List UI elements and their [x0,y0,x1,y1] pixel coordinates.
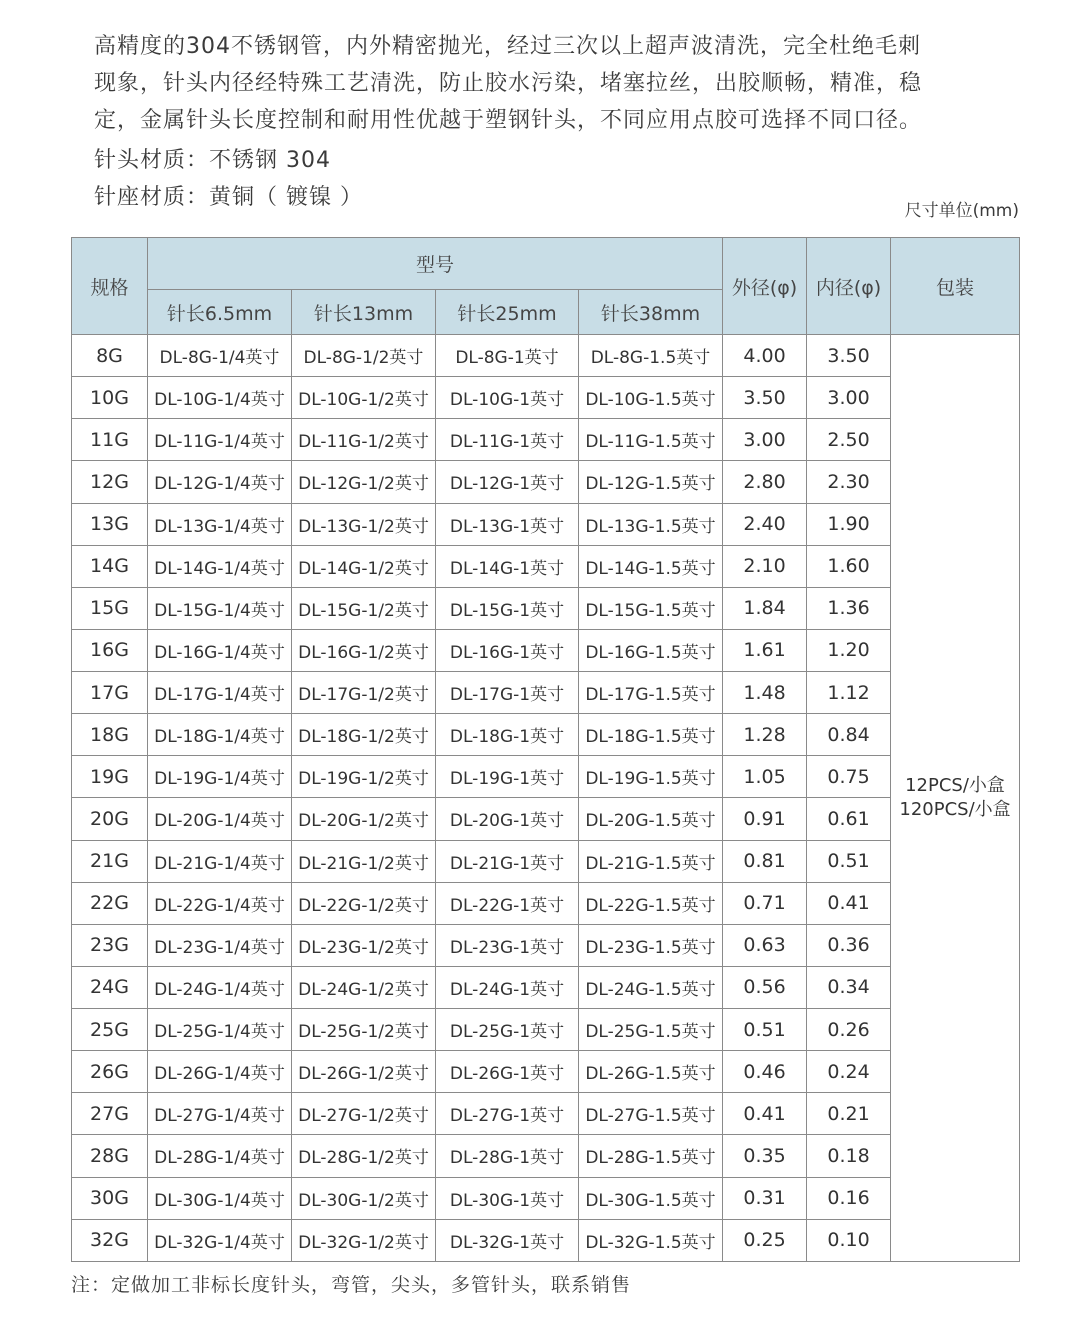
model-cell: DL-20G-1.5英寸 [579,798,723,840]
inner-diameter-cell: 0.51 [807,840,891,882]
model-cell: DL-17G-1.5英寸 [579,672,723,714]
table-row [72,545,1020,587]
table-row [72,672,1020,714]
table-row [72,1051,1020,1093]
intro-line: 现象，针头内径经特殊工艺清洗，防止胶水污染，堵塞拉丝，出胶顺畅，精准，稳 [94,71,923,96]
header-outer-diameter: 外径(φ) [723,238,807,335]
outer-diameter-cell: 0.71 [723,882,807,924]
model-cell: DL-24G-1/2英寸 [292,966,436,1008]
header-inner-diameter: 内径(φ) [807,238,891,335]
gauge-cell: 14G [72,545,148,587]
model-cell: DL-13G-1/2英寸 [292,503,436,545]
table-row [72,419,1020,461]
intro-line: 高精度的304不锈钢管，内外精密抛光，经过三次以上超声波清洗，完全杜绝毛刺 [94,34,921,59]
intro-paragraph [94,28,1039,139]
model-cell: DL-19G-1/2英寸 [292,756,436,798]
header-length-13: 针长13mm [292,290,436,335]
model-cell: DL-17G-1/2英寸 [292,672,436,714]
model-cell: DL-22G-1英寸 [436,882,579,924]
model-cell: DL-26G-1/4英寸 [148,1051,292,1093]
model-cell: DL-25G-1.5英寸 [579,1009,723,1051]
outer-diameter-cell: 2.40 [723,503,807,545]
hub-material: 针座材质：黄铜（ 镀镍 ） [94,185,363,210]
inner-diameter-cell: 1.20 [807,629,891,671]
model-cell: DL-12G-1.5英寸 [579,461,723,503]
intro-line: 定，金属针头长度控制和耐用性优越于塑钢针头，不同应用点胶可选择不同口径。 [94,108,923,133]
table-row [72,335,1020,377]
table-row [72,798,1020,840]
model-cell: DL-18G-1/2英寸 [292,714,436,756]
gauge-cell: 23G [72,924,148,966]
inner-diameter-cell: 0.24 [807,1051,891,1093]
model-cell: DL-15G-1/2英寸 [292,587,436,629]
table-row [72,587,1020,629]
model-cell: DL-32G-1.5英寸 [579,1219,723,1261]
model-cell: DL-14G-1/2英寸 [292,545,436,587]
gauge-cell: 28G [72,1135,148,1177]
model-cell: DL-30G-1/4英寸 [148,1177,292,1219]
package-line: 12PCS/小盒 [905,775,1005,796]
model-cell: DL-25G-1/2英寸 [292,1009,436,1051]
model-cell: DL-8G-1英寸 [436,335,579,377]
model-cell: DL-22G-1/2英寸 [292,882,436,924]
unit-label: 尺寸单位(mm) [904,201,1019,221]
model-cell: DL-18G-1/4英寸 [148,714,292,756]
inner-diameter-cell: 0.34 [807,966,891,1008]
header-model: 型号 [148,238,723,290]
outer-diameter-cell: 3.00 [723,419,807,461]
model-cell: DL-16G-1.5英寸 [579,629,723,671]
model-cell: DL-11G-1/2英寸 [292,419,436,461]
table-row [72,1135,1020,1177]
package-cell [891,335,1020,1262]
model-cell: DL-20G-1/4英寸 [148,798,292,840]
inner-diameter-cell: 0.16 [807,1177,891,1219]
outer-diameter-cell: 1.61 [723,629,807,671]
model-cell: DL-27G-1英寸 [436,1093,579,1135]
model-cell: DL-11G-1.5英寸 [579,419,723,461]
outer-diameter-cell: 0.63 [723,924,807,966]
model-cell: DL-14G-1英寸 [436,545,579,587]
model-cell: DL-23G-1.5英寸 [579,924,723,966]
table-row [72,840,1020,882]
outer-diameter-cell: 0.25 [723,1219,807,1261]
model-cell: DL-21G-1.5英寸 [579,840,723,882]
outer-diameter-cell: 1.84 [723,587,807,629]
model-cell: DL-32G-1/4英寸 [148,1219,292,1261]
inner-diameter-cell: 0.21 [807,1093,891,1135]
model-cell: DL-26G-1英寸 [436,1051,579,1093]
model-cell: DL-23G-1/2英寸 [292,924,436,966]
gauge-cell: 26G [72,1051,148,1093]
table-row [72,882,1020,924]
model-cell: DL-23G-1英寸 [436,924,579,966]
model-cell: DL-32G-1/2英寸 [292,1219,436,1261]
inner-diameter-cell: 3.00 [807,377,891,419]
model-cell: DL-13G-1/4英寸 [148,503,292,545]
header-spec: 规格 [72,238,148,335]
table-row [72,924,1020,966]
model-cell: DL-28G-1英寸 [436,1135,579,1177]
inner-diameter-cell: 2.50 [807,419,891,461]
model-cell: DL-21G-1英寸 [436,840,579,882]
model-cell: DL-10G-1.5英寸 [579,377,723,419]
model-cell: DL-21G-1/2英寸 [292,840,436,882]
model-cell: DL-18G-1英寸 [436,714,579,756]
model-cell: DL-17G-1/4英寸 [148,672,292,714]
model-cell: DL-30G-1英寸 [436,1177,579,1219]
model-cell: DL-12G-1/4英寸 [148,461,292,503]
gauge-cell: 32G [72,1219,148,1261]
outer-diameter-cell: 1.48 [723,672,807,714]
model-cell: DL-22G-1/4英寸 [148,882,292,924]
model-cell: DL-18G-1.5英寸 [579,714,723,756]
model-cell: DL-15G-1英寸 [436,587,579,629]
inner-diameter-cell: 1.36 [807,587,891,629]
model-cell: DL-20G-1英寸 [436,798,579,840]
model-cell: DL-19G-1.5英寸 [579,756,723,798]
model-cell: DL-26G-1/2英寸 [292,1051,436,1093]
inner-diameter-cell: 0.75 [807,756,891,798]
model-cell: DL-21G-1/4英寸 [148,840,292,882]
table-row [72,629,1020,671]
inner-diameter-cell: 1.60 [807,545,891,587]
spec-table-body [72,335,1020,1262]
table-row [72,461,1020,503]
table-row [72,1093,1020,1135]
inner-diameter-cell: 0.41 [807,882,891,924]
table-row [72,714,1020,756]
model-cell: DL-27G-1/4英寸 [148,1093,292,1135]
model-cell: DL-15G-1/4英寸 [148,587,292,629]
model-cell: DL-26G-1.5英寸 [579,1051,723,1093]
gauge-cell: 8G [72,335,148,377]
inner-diameter-cell: 0.84 [807,714,891,756]
model-cell: DL-32G-1英寸 [436,1219,579,1261]
needle-material: 针头材质：不锈钢 304 [94,148,331,173]
model-cell: DL-22G-1.5英寸 [579,882,723,924]
model-cell: DL-13G-1英寸 [436,503,579,545]
outer-diameter-cell: 0.91 [723,798,807,840]
model-cell: DL-24G-1.5英寸 [579,966,723,1008]
model-cell: DL-30G-1.5英寸 [579,1177,723,1219]
gauge-cell: 18G [72,714,148,756]
inner-diameter-cell: 3.50 [807,335,891,377]
table-row [72,966,1020,1008]
gauge-cell: 19G [72,756,148,798]
gauge-cell: 25G [72,1009,148,1051]
table-row [72,503,1020,545]
outer-diameter-cell: 1.05 [723,756,807,798]
model-cell: DL-8G-1.5英寸 [579,335,723,377]
model-cell: DL-27G-1/2英寸 [292,1093,436,1135]
outer-diameter-cell: 0.51 [723,1009,807,1051]
model-cell: DL-10G-1英寸 [436,377,579,419]
outer-diameter-cell: 4.00 [723,335,807,377]
model-cell: DL-10G-1/2英寸 [292,377,436,419]
model-cell: DL-15G-1.5英寸 [579,587,723,629]
outer-diameter-cell: 0.31 [723,1177,807,1219]
table-row [72,1177,1020,1219]
model-cell: DL-12G-1/2英寸 [292,461,436,503]
table-row [72,377,1020,419]
model-cell: DL-24G-1英寸 [436,966,579,1008]
gauge-cell: 10G [72,377,148,419]
model-cell: DL-30G-1/2英寸 [292,1177,436,1219]
model-cell: DL-12G-1英寸 [436,461,579,503]
footer-note: 注：定做加工非标长度针头，弯管，尖头，多管针头，联系销售 [71,1274,632,1296]
model-cell: DL-13G-1.5英寸 [579,503,723,545]
outer-diameter-cell: 0.56 [723,966,807,1008]
model-cell: DL-20G-1/2英寸 [292,798,436,840]
table-row [72,1009,1020,1051]
model-cell: DL-14G-1/4英寸 [148,545,292,587]
model-cell: DL-19G-1英寸 [436,756,579,798]
outer-diameter-cell: 2.80 [723,461,807,503]
table-row [72,1219,1020,1261]
model-cell: DL-14G-1.5英寸 [579,545,723,587]
gauge-cell: 13G [72,503,148,545]
gauge-cell: 15G [72,587,148,629]
outer-diameter-cell: 0.41 [723,1093,807,1135]
header-length-25: 针长25mm [436,290,579,335]
gauge-cell: 21G [72,840,148,882]
outer-diameter-cell: 3.50 [723,377,807,419]
inner-diameter-cell: 2.30 [807,461,891,503]
inner-diameter-cell: 0.10 [807,1219,891,1261]
model-cell: DL-16G-1英寸 [436,629,579,671]
model-cell: DL-23G-1/4英寸 [148,924,292,966]
inner-diameter-cell: 1.90 [807,503,891,545]
outer-diameter-cell: 2.10 [723,545,807,587]
model-cell: DL-28G-1/4英寸 [148,1135,292,1177]
gauge-cell: 12G [72,461,148,503]
model-cell: DL-24G-1/4英寸 [148,966,292,1008]
model-cell: DL-8G-1/4英寸 [148,335,292,377]
model-cell: DL-16G-1/4英寸 [148,629,292,671]
model-cell: DL-11G-1/4英寸 [148,419,292,461]
gauge-cell: 22G [72,882,148,924]
model-cell: DL-25G-1/4英寸 [148,1009,292,1051]
outer-diameter-cell: 1.28 [723,714,807,756]
model-cell: DL-19G-1/4英寸 [148,756,292,798]
inner-diameter-cell: 0.61 [807,798,891,840]
inner-diameter-cell: 0.26 [807,1009,891,1051]
gauge-cell: 24G [72,966,148,1008]
table-row [72,756,1020,798]
outer-diameter-cell: 0.81 [723,840,807,882]
outer-diameter-cell: 0.35 [723,1135,807,1177]
model-cell: DL-28G-1/2英寸 [292,1135,436,1177]
package-line: 120PCS/小盒 [899,799,1011,820]
model-cell: DL-28G-1.5英寸 [579,1135,723,1177]
model-cell: DL-10G-1/4英寸 [148,377,292,419]
model-cell: DL-16G-1/2英寸 [292,629,436,671]
gauge-cell: 17G [72,672,148,714]
inner-diameter-cell: 0.18 [807,1135,891,1177]
model-cell: DL-27G-1.5英寸 [579,1093,723,1135]
inner-diameter-cell: 0.36 [807,924,891,966]
gauge-cell: 16G [72,629,148,671]
header-package: 包装 [891,238,1020,335]
model-cell: DL-8G-1/2英寸 [292,335,436,377]
model-cell: DL-11G-1英寸 [436,419,579,461]
gauge-cell: 30G [72,1177,148,1219]
model-cell: DL-25G-1英寸 [436,1009,579,1051]
header-length-6-5: 针长6.5mm [148,290,292,335]
gauge-cell: 11G [72,419,148,461]
inner-diameter-cell: 1.12 [807,672,891,714]
outer-diameter-cell: 0.46 [723,1051,807,1093]
gauge-cell: 27G [72,1093,148,1135]
gauge-cell: 20G [72,798,148,840]
header-length-38: 针长38mm [579,290,723,335]
spec-table [71,237,1020,1262]
model-cell: DL-17G-1英寸 [436,672,579,714]
